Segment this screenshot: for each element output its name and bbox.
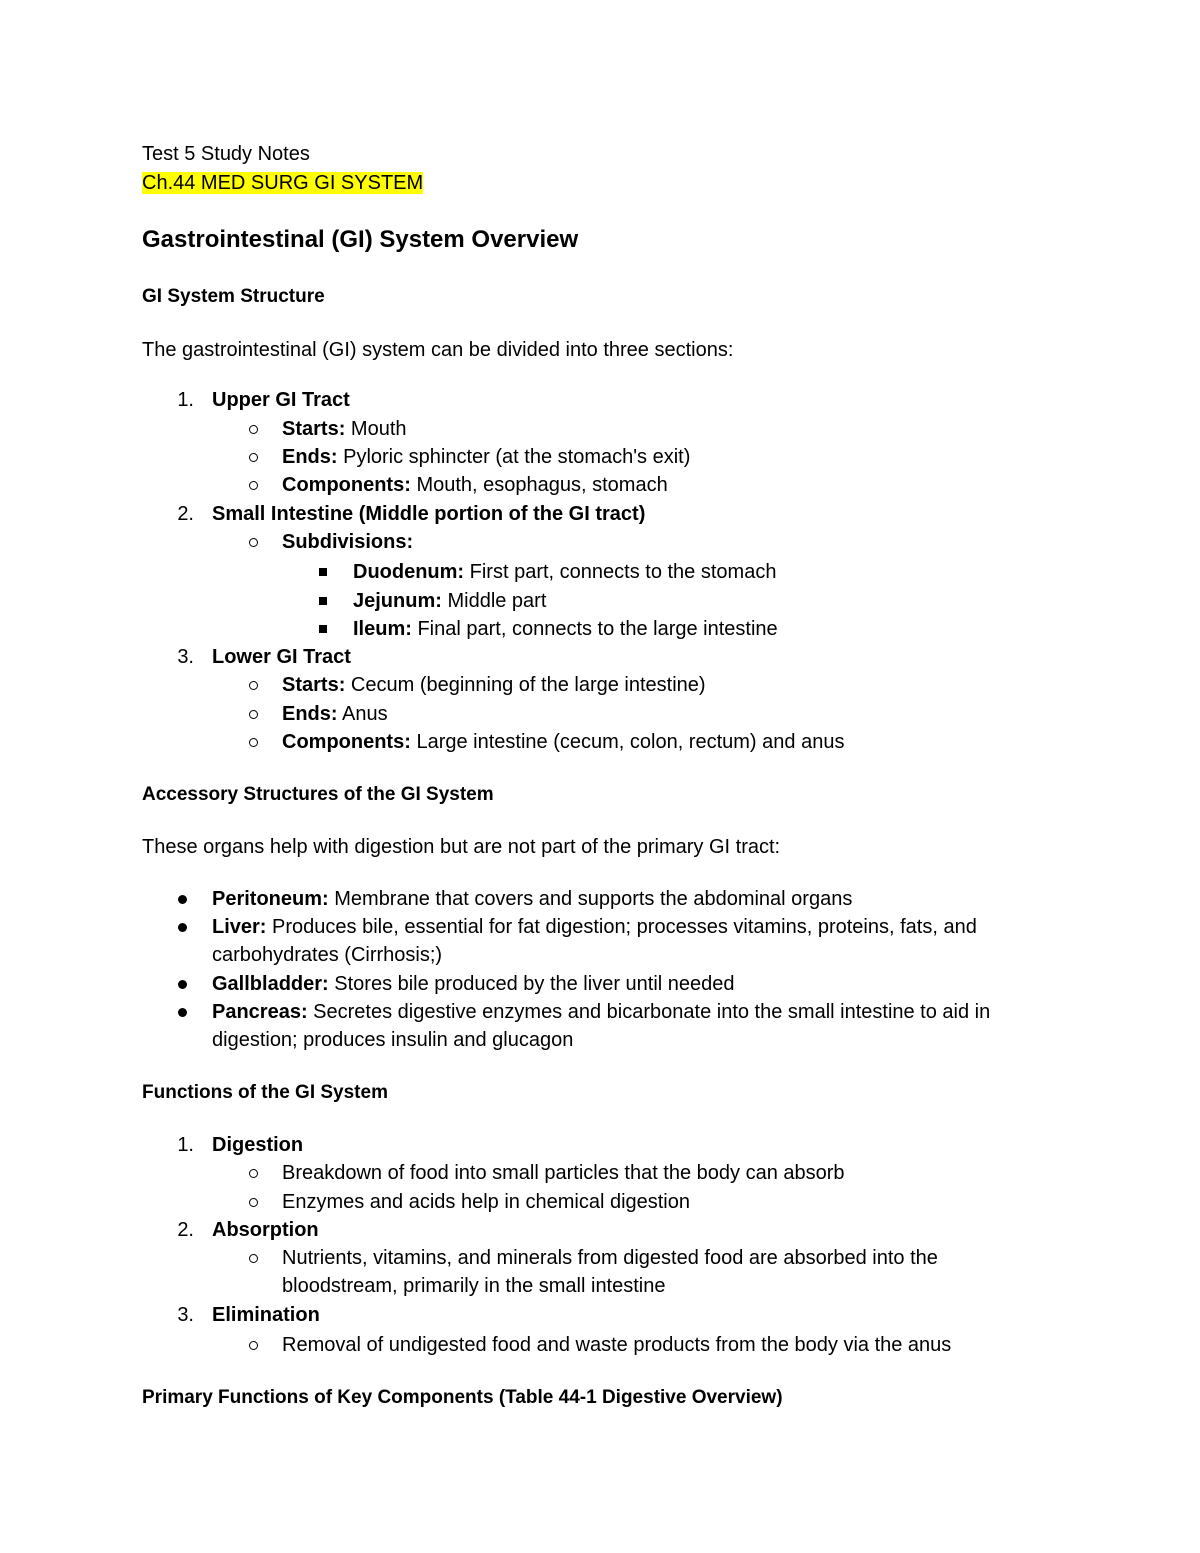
list-number: 2. [177,1219,194,1241]
circle-bullet-icon [249,1341,258,1350]
table-heading: Primary Functions of Key Components (Table 44-1 Digestive Overview) [142,1387,783,1408]
digestion-title: Digestion [212,1134,304,1156]
circle-bullet-icon [249,425,258,434]
list-item: Enzymes and acids help in chemical digestion [282,1191,690,1213]
list-item: Ends: Pyloric sphincter (at the stomach's exit) [282,446,691,468]
main-heading: Gastrointestinal (GI) System Overview [142,226,579,253]
doc-title: Test 5 Study Notes [142,143,310,165]
structure-heading: GI System Structure [142,286,325,307]
circle-bullet-icon [249,710,258,719]
circle-bullet-icon [249,538,258,547]
list-number: 2. [177,503,194,525]
list-item: Starts: Mouth [282,418,407,440]
structure-intro: The gastrointestinal (GI) system can be divided into three sections: [142,339,734,361]
list-item: Ileum: Final part, connects to the large intestine [353,618,778,640]
list-item: Removal of undigested food and waste products from the body via the anus [282,1334,952,1356]
accessory-intro: These organs help with digestion but are not part of the primary GI tract: [142,836,781,858]
square-bullet-icon [319,625,327,633]
list-item: Components: Large intestine (cecum, colon, rectum) and anus [282,731,845,753]
list-number: 1. [177,389,194,411]
chapter-label [142,169,423,197]
bullet-icon [178,923,187,932]
accessory-heading: Accessory Structures of the GI System [142,784,494,805]
list-item: Duodenum: First part, connects to the stomach [353,561,777,583]
bullet-icon [178,1008,187,1017]
square-bullet-icon [319,568,327,576]
circle-bullet-icon [249,1169,258,1178]
small-intestine-title: Small Intestine (Middle portion of the GI tract) [212,503,646,525]
list-item: Ends: Anus [282,703,388,725]
list-item: Gallbladder: Stores bile produced by the liver until needed [212,973,735,995]
functions-heading: Functions of the GI System [142,1082,388,1103]
square-bullet-icon [319,597,327,605]
absorption-title: Absorption [212,1219,319,1241]
circle-bullet-icon [249,453,258,462]
circle-bullet-icon [249,1198,258,1207]
lower-gi-title: Lower GI Tract [212,646,351,668]
list-item: Peritoneum: Membrane that covers and supports the abdominal organs [212,888,853,910]
chapter-highlight: Ch.44 MED SURG GI SYSTEM [142,172,424,194]
elimination-title: Elimination [212,1304,320,1326]
list-number: 3. [177,646,194,668]
upper-gi-title: Upper GI Tract [212,389,350,411]
list-number: 3. [177,1304,194,1326]
circle-bullet-icon [249,681,258,690]
circle-bullet-icon [249,481,258,490]
bullet-icon [178,895,187,904]
circle-bullet-icon [249,738,258,747]
list-item: Pancreas: Secretes digestive enzymes and bicarbonate into the small intestine to aid in digestion; produces insulin and glucagon [212,1001,991,1051]
list-number: 1. [177,1134,194,1156]
list-item: Jejunum: Middle part [353,590,547,612]
list-item: Nutrients, vitamins, and minerals from digested food are absorbed into the bloodstream, primarily in the small intestine [282,1247,938,1297]
subdivisions-label: Subdivisions: [282,531,414,553]
list-item: Starts: Cecum (beginning of the large intestine) [282,674,706,696]
list-item: Components: Mouth, esophagus, stomach [282,474,668,496]
bullet-icon [178,980,187,989]
circle-bullet-icon [249,1254,258,1263]
list-item: Breakdown of food into small particles that the body can absorb [282,1162,845,1184]
list-item: Liver: Produces bile, essential for fat digestion; processes vitamins, proteins, fats, and carbohydrates (Cirrhosis;) [212,916,977,966]
